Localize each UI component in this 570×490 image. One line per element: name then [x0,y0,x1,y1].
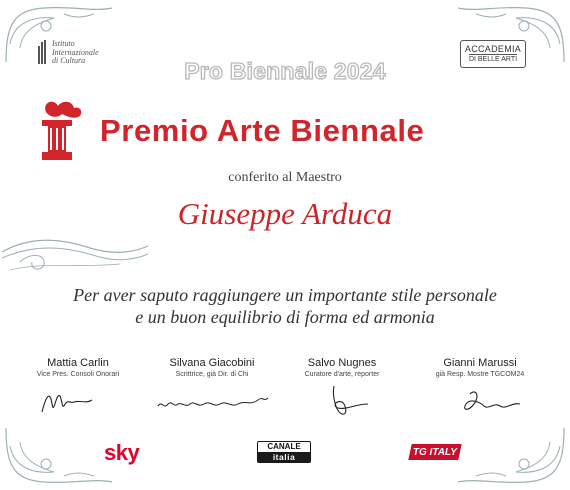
signer-name: Gianni Marussi [443,357,517,369]
signer-role: Vice Pres. Consoli Onorari [36,371,120,378]
signer [272,356,412,418]
conferito-text: conferito al Maestro [228,170,342,185]
italia-label: italia [258,452,310,462]
tg-italy-logo [408,444,461,460]
signers-row [0,356,570,426]
signer-name: Mattia Carlin [47,357,109,369]
canale-italia-logo [257,441,311,463]
signer [410,356,550,418]
sky-logo: sky [104,440,140,465]
recipient-name: Giuseppe Arduca [177,196,393,231]
signer-name: Silvana Giacobini [169,357,255,369]
signer-role: già Resp. Mostre TGCOM24 [435,371,525,378]
institute-line: Istituto [52,39,75,48]
signer [8,356,148,418]
motivation-line: e un buon equilibrio di forma ed armonia [135,307,435,327]
pro-biennale-heading: Pro Biennale 2024 [184,58,386,84]
award-title: Premio Arte Biennale [100,113,425,148]
winged-column-icon [28,98,88,164]
canale-label: CANALE [258,442,310,452]
tg-italy-label: TG ITALY [412,446,458,458]
signer [142,356,282,418]
signature-icon [142,382,282,418]
sponsor-logos [0,438,570,468]
motivation-line: Per aver saputo raggiungere un importante stile personale [73,285,497,305]
institute-line: Internazionale [52,47,99,57]
signer-name: Salvo Nugnes [307,357,377,369]
signature-icon [8,382,148,418]
signature-icon [272,382,412,418]
swirl-ornament-icon [0,232,150,278]
accademia-line1: ACCADEMIA [464,44,522,54]
signature-icon [410,382,550,418]
institute-line: di Cultura [52,56,86,65]
accademia-line2: DI BELLE ARTI [468,56,518,63]
signer-role: Curatore d'arte, reporter [304,371,380,378]
motivation-text [0,284,570,328]
signer-role: Scrittrice, già Dir. di Chi [175,371,249,378]
